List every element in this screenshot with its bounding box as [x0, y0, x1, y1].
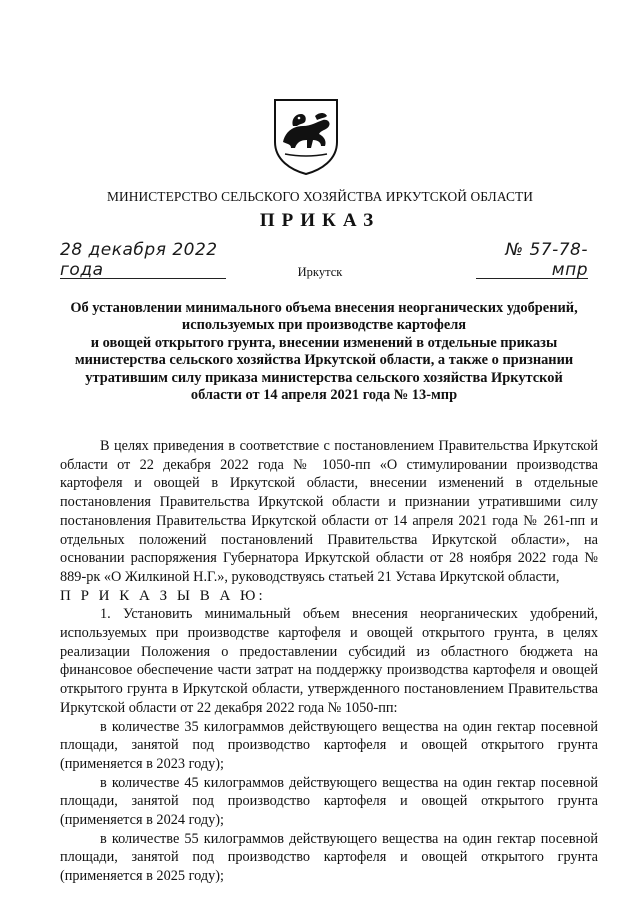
- ministry-name: МИНИСТЕРСТВО СЕЛЬСКОГО ХОЗЯЙСТВА ИРКУТСКОЙ ОБЛАСТИ: [106, 189, 534, 204]
- document-type: ПРИКАЗ: [259, 210, 381, 231]
- coat-of-arms-icon: [271, 96, 341, 176]
- heading-line: утратившим силу приказа министерства сельского хозяйства Иркутской: [85, 369, 563, 386]
- item-1-paragraph: 1. Установить минимальный объем внесения неорганических удобрений, используемых при производстве картофеля и овощей открытого грунта, в целях реализации Положения о предоставлении субсидий из областного бюджета на финансовое обеспечение части затрат на поддержку производства картофеля и овощей открытого грунта в Иркутской области, утвержденного постановлением Правительства Иркутской области от 22 декабря 2022 года № 1050-пп:: [60, 606, 598, 716]
- sub-item-paragraph: в количестве 55 килограммов действующего вещества на один гектар посевной площади, занятой под производство картофеля и овощей открытого грунта (применяется в 2025 году);: [60, 830, 598, 885]
- heading-line: используемых при производстве картофеля: [181, 317, 467, 334]
- heading-line: Об установлении минимального объема внесения неорганических удобрений,: [70, 300, 578, 316]
- sub-item-paragraph: в количестве 35 килограммов действующего вещества на один гектар посевной площади, занятой под производство картофеля и овощей открытого грунта (применяется в 2023 году);: [60, 718, 598, 772]
- city-name: Иркутск: [297, 265, 343, 279]
- sub-item-paragraph: в количестве 45 килограммов действующего вещества на один гектар посевной площади, занятой под производство картофеля и овощей открытого грунта (применяется в 2024 году);: [60, 774, 598, 829]
- preamble-paragraph: В целях приведения в соответствие с постановлением Правительства Иркутской области от 22 декабря 2022 года № 1050-пп «О стимулировании производства картофеля и овощей в Иркутской области, внесении изменений в отдельные постановления Правительства Иркутской области и признании утратившими силу постановления Правительства Иркутской области от 14 апреля 2021 года № 261-пп и отдельных положений постановлений Правительства Иркутской области», на основании распоряжения Губернатора Иркутской области от 28 ноября 2022 года № 889-рк «О Жилкиной Н.Г.», руководствуясь статьей 21 Устава Иркутской области,: [60, 438, 598, 585]
- document-body: [60, 437, 598, 886]
- document-heading: [50, 300, 598, 404]
- heading-line: министерства сельского хозяйства Иркутской области, а также о признании: [74, 352, 574, 369]
- handwritten-date-text: 28 декабря 2022 года: [60, 240, 218, 280]
- order-word: П Р И К А З Ы В А Ю:: [60, 587, 266, 604]
- handwritten-number-text: № 57-78-мпр: [505, 240, 588, 280]
- heading-line: и овощей открытого грунта, внесении изменений в отдельные приказы: [90, 334, 558, 351]
- heading-line: области от 14 апреля 2021 года № 13-мпр: [190, 387, 458, 404]
